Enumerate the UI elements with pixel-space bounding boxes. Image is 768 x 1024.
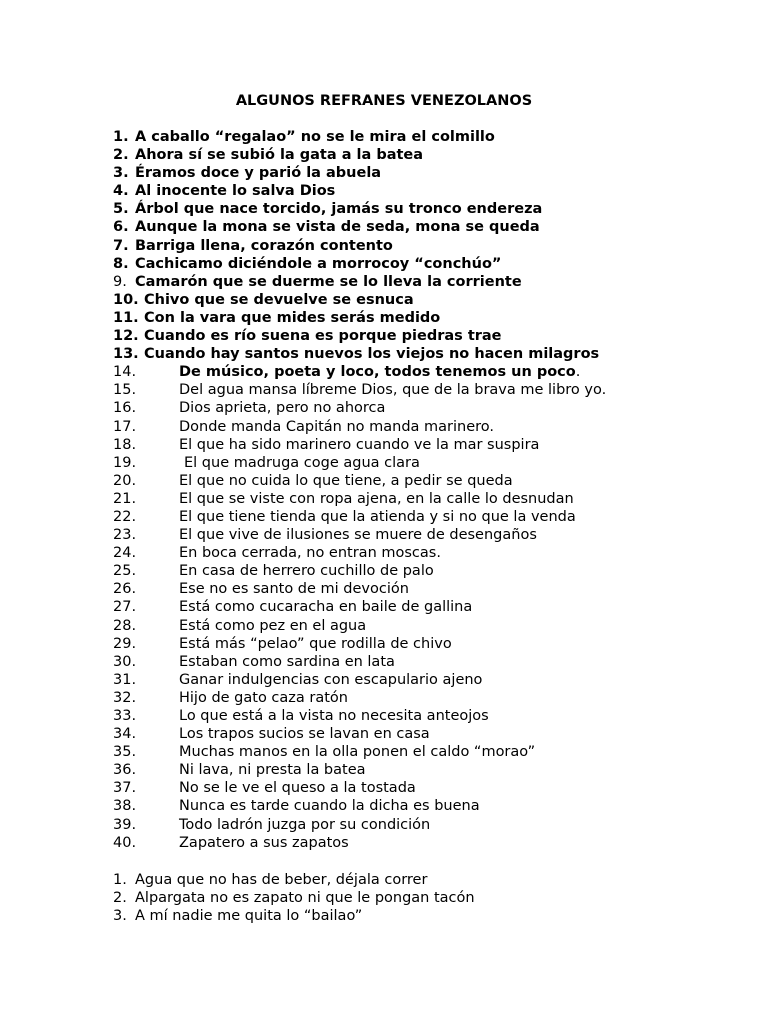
item-text: Agua que no has de beber, déjala correr [135, 872, 428, 888]
item-text: En boca cerrada, no entran moscas. [179, 545, 441, 562]
list-item [113, 218, 606, 236]
item-number: 28. [113, 617, 137, 634]
list-item [113, 273, 606, 291]
list-item [113, 725, 606, 743]
item-number: 8. [113, 255, 129, 272]
item-text: Muchas manos en la olla ponen el caldo “morao” [179, 744, 536, 761]
item-number: 9. [113, 273, 127, 290]
item-number: 23. [113, 527, 137, 544]
list-item [113, 907, 475, 925]
item-text: Barriga llena, corazón contento [135, 237, 393, 254]
item-text: Ganar indulgencias con escapulario ajeno [179, 671, 483, 688]
item-number: 2. [113, 890, 127, 907]
list-item [113, 128, 606, 146]
item-text: En casa de herrero cuchillo de palo [179, 563, 434, 580]
item-number: 30. [113, 653, 137, 670]
item-number: 12. [113, 328, 139, 345]
item-number: 1. [113, 129, 129, 145]
list-item [113, 291, 606, 309]
list-item [113, 381, 606, 399]
list-item [113, 580, 606, 598]
item-text: El que madruga coge agua clara [184, 454, 420, 471]
item-number: 22. [113, 508, 137, 525]
list-item [113, 237, 606, 255]
list-item [113, 454, 606, 472]
item-text: Del agua mansa líbreme Dios, que de la brava me libro yo. [179, 382, 607, 399]
list-item [113, 671, 606, 689]
item-number: 39. [113, 816, 137, 833]
item-number: 3. [113, 908, 127, 925]
item-text: El que tiene tienda que la atienda y si no que la venda [179, 508, 576, 525]
item-text: El que se viste con ropa ajena, en la calle lo desnudan [179, 490, 574, 507]
item-text: Está como cucaracha en baile de gallina [179, 599, 473, 616]
item-text: Dios aprieta, pero no ahorca [179, 400, 386, 417]
item-text: Ahora sí se subió la gata a la batea [135, 147, 424, 164]
item-number: 31. [113, 671, 137, 688]
list-item [113, 418, 606, 436]
item-number: 13. [113, 346, 139, 363]
list-item [113, 345, 606, 363]
list-item [113, 255, 606, 273]
item-text: Nunca es tarde cuando la dicha es buena [179, 798, 480, 815]
item-text: El que vive de ilusiones se muere de desengaños [179, 527, 537, 544]
item-number: 14. [113, 364, 137, 381]
list-item [113, 889, 475, 907]
item-number: 7. [113, 237, 129, 254]
item-text: Cuando es río suena es porque piedras trae [144, 328, 502, 345]
item-number: 17. [113, 418, 137, 435]
list-item [113, 834, 606, 852]
item-number: 36. [113, 762, 137, 779]
list-item [113, 182, 606, 200]
item-text: Zapatero a sus zapatos [179, 834, 349, 851]
list-item [113, 653, 606, 671]
item-number: 16. [113, 400, 137, 417]
document-title: ALGUNOS REFRANES VENEZOLANOS [235, 93, 533, 109]
list-item [113, 707, 606, 725]
item-text: Todo ladrón juzga por su condición [179, 816, 431, 833]
item-text: Aunque la mona se vista de seda, mona se queda [135, 219, 540, 236]
item-text: Con la vara que mides serás medido [144, 309, 441, 326]
list-item [113, 617, 606, 635]
item-text: Ese no es santo de mi devoción [179, 581, 409, 598]
list-item [113, 816, 606, 834]
item-text: Ni lava, ni presta la batea [179, 762, 366, 779]
item-text: Está más “pelao” que rodilla de chivo [179, 635, 452, 652]
list-item [113, 146, 606, 164]
item-text: A mí nadie me quita lo “bailao” [135, 908, 363, 925]
item-text: Camarón que se duerme se lo lleva la corriente [135, 273, 522, 290]
list-item [113, 526, 606, 544]
item-number: 33. [113, 708, 137, 724]
list-item [113, 472, 606, 490]
item-number: 32. [113, 689, 137, 706]
item-number: 29. [113, 635, 137, 652]
item-number: 25. [113, 563, 137, 580]
item-text: Al inocente lo salva Dios [135, 183, 336, 200]
item-text: Lo que está a la vista no necesita anteojos [179, 708, 489, 724]
item-number: 40. [113, 834, 137, 851]
list-item [113, 363, 606, 381]
item-number: 35. [113, 744, 137, 761]
item-number: 27. [113, 599, 137, 616]
item-text: Cuando hay santos nuevos los viejos no hacen milagros [144, 346, 600, 363]
list-item [113, 562, 606, 580]
item-number: 37. [113, 780, 137, 797]
list-item [113, 544, 606, 562]
list-item [113, 309, 606, 327]
list-item [113, 164, 606, 182]
list-item [113, 399, 606, 417]
item-tail: . [575, 364, 581, 381]
item-number: 10. [113, 291, 139, 308]
item-number: 21. [113, 490, 137, 507]
item-number: 3. [113, 165, 129, 182]
item-text: El que ha sido marinero cuando ve la mar suspira [179, 436, 540, 453]
list-item [113, 200, 606, 218]
list-item [113, 508, 606, 526]
item-text: Los trapos sucios se lavan en casa [179, 726, 430, 743]
item-number: 20. [113, 472, 137, 489]
list-item [113, 761, 606, 779]
item-text: Árbol que nace torcido, jamás su tronco endereza [135, 201, 543, 218]
item-text: Chivo que se devuelve se esnuca [144, 291, 414, 308]
item-number: 38. [113, 798, 137, 815]
item-text: Estaban como sardina en lata [179, 653, 395, 670]
item-number: 15. [113, 382, 137, 399]
list-item [113, 598, 606, 616]
list-item [113, 743, 606, 761]
item-text: Cachicamo diciéndole a morrocoy “conchúo” [135, 255, 502, 272]
list-item [113, 327, 606, 345]
item-text: De músico, poeta y loco, todos tenemos un poco [179, 364, 576, 381]
item-text: Éramos doce y parió la abuela [135, 165, 382, 182]
item-number: 24. [113, 545, 137, 562]
item-text: Donde manda Capitán no manda marinero. [179, 418, 495, 435]
list-item [113, 635, 606, 653]
list-item [113, 779, 606, 797]
item-number: 19. [113, 454, 137, 471]
refranes-list [113, 128, 606, 852]
item-number: 1. [113, 872, 127, 888]
list-item [113, 871, 475, 889]
item-number: 34. [113, 726, 137, 743]
item-number: 11. [113, 309, 139, 326]
list-item [113, 689, 606, 707]
item-text: El que no cuida lo que tiene, a pedir se queda [179, 472, 513, 489]
list-item [113, 436, 606, 454]
list-item [113, 490, 606, 508]
item-text: Hijo de gato caza ratón [179, 689, 348, 706]
item-number: 4. [113, 183, 129, 200]
item-number: 26. [113, 581, 137, 598]
item-number: 18. [113, 436, 137, 453]
item-number: 2. [113, 147, 129, 164]
item-text: Alpargata no es zapato ni que le pongan tacón [135, 890, 475, 907]
item-number: 6. [113, 219, 129, 236]
second-refranes-list [113, 871, 475, 925]
list-item [113, 797, 606, 815]
item-text: Está como pez en el agua [179, 617, 367, 634]
item-text: No se le ve el queso a la tostada [179, 780, 416, 797]
item-number: 5. [113, 201, 129, 218]
item-text: A caballo “regalao” no se le mira el colmillo [135, 129, 495, 145]
